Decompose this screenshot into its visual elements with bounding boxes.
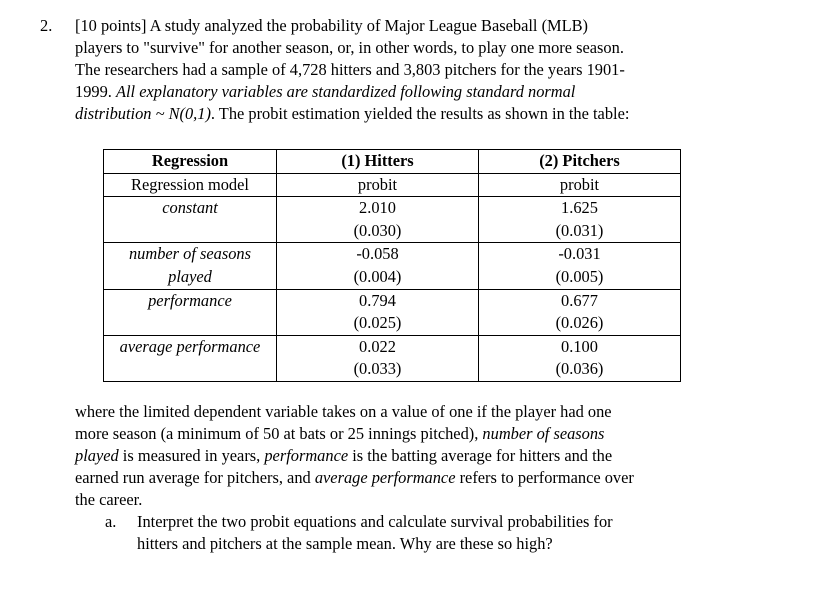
seasons-pitchers: -0.031 (0.005): [479, 243, 681, 289]
model-pitchers: probit: [479, 173, 681, 197]
model-hitters: probit: [277, 173, 479, 197]
intro-line-5: distribution ~ N(0,1). The probit estimation yielded the results as shown in the table:: [75, 104, 630, 123]
table-row-avg-performance: [104, 335, 681, 381]
avg-performance-hitters: 0.022 (0.033): [277, 335, 479, 381]
model-label: Regression model: [104, 173, 277, 197]
part-a-line-1: Interpret the two probit equations and calculate survival probabilities for: [137, 512, 613, 531]
part-a-line-2: hitters and pitchers at the sample mean. Why are these so high?: [137, 534, 553, 553]
header-hitters: (1) Hitters: [277, 150, 479, 174]
variable-explanation: [75, 401, 795, 511]
seasons-hitters: -0.058 (0.004): [277, 243, 479, 289]
avg-performance-pitchers: 0.100 (0.036): [479, 335, 681, 381]
intro-line-3: The researchers had a sample of 4,728 hitters and 3,803 pitchers for the years 1901-: [75, 60, 625, 79]
explanation-line-4: earned run average for pitchers, and average performance refers to performance over: [75, 468, 634, 487]
avg-performance-label: average performance: [104, 335, 277, 381]
constant-hitters: 2.010 (0.030): [277, 197, 479, 243]
constant-pitchers: 1.625 (0.031): [479, 197, 681, 243]
intro-line-2: players to "survive" for another season, or, in other words, to play one more season.: [75, 38, 624, 57]
performance-label: performance: [104, 289, 277, 335]
table-row-constant: [104, 197, 681, 243]
performance-pitchers: 0.677 (0.026): [479, 289, 681, 335]
constant-label: constant: [104, 197, 277, 243]
part-a-label: a.: [105, 512, 117, 531]
explanation-line-2: more season (a minimum of 50 at bats or 25 innings pitched), number of seasons: [75, 424, 605, 443]
table-row-performance: [104, 289, 681, 335]
explanation-line-1: where the limited dependent variable takes on a value of one if the player had one: [75, 402, 612, 421]
probit-results-table: [103, 149, 681, 382]
performance-hitters: 0.794 (0.025): [277, 289, 479, 335]
table-row-model: [104, 173, 681, 197]
question-intro: [75, 15, 775, 125]
table-row-seasons: [104, 243, 681, 289]
explanation-line-5: the career.: [75, 490, 143, 509]
part-a-text: [137, 511, 777, 555]
explanation-line-3: played is measured in years, performance is the batting average for hitters and the: [75, 446, 613, 465]
seasons-label: number of seasons played: [104, 243, 277, 289]
intro-line-1: [10 points] A study analyzed the probability of Major League Baseball (MLB): [75, 16, 588, 35]
table-header-row: [104, 150, 681, 174]
header-pitchers: (2) Pitchers: [479, 150, 681, 174]
header-regression: Regression: [104, 150, 277, 174]
intro-line-4: 1999. All explanatory variables are standardized following standard normal: [75, 82, 576, 101]
question-number: 2.: [40, 16, 53, 35]
